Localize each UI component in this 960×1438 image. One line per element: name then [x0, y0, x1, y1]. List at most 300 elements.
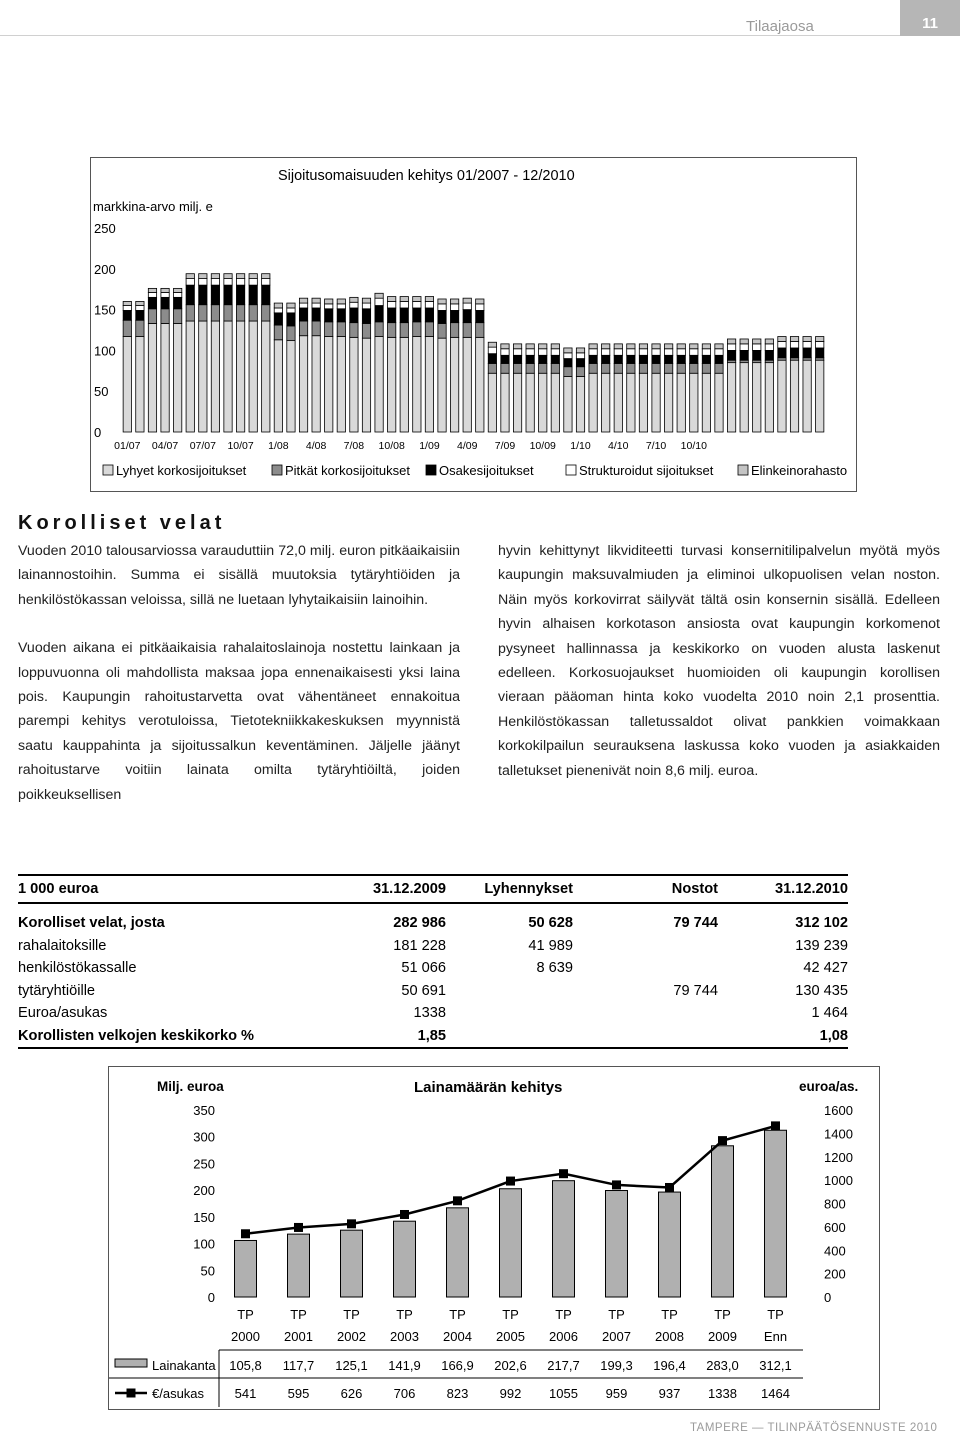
bar-segment: [778, 341, 786, 348]
x-tick-label: 2007: [602, 1329, 631, 1344]
bar-segment: [576, 348, 584, 353]
table-cell: Korollisten velkojen keskikorko %: [18, 1025, 298, 1049]
bar-segment: [639, 349, 647, 356]
bar-segment: [375, 306, 383, 322]
bar-segment: [325, 322, 333, 337]
bar-segment: [236, 274, 244, 279]
bar-segment: [627, 355, 635, 363]
data-label: 937: [658, 1386, 681, 1401]
bar-segment: [375, 337, 383, 432]
bar-segment: [664, 355, 672, 363]
legend-swatch: [272, 465, 282, 475]
bar-segment: [211, 274, 219, 279]
bar-segment: [337, 322, 345, 337]
bar-segment: [337, 304, 345, 309]
bar-segment: [388, 301, 396, 308]
bar-segment: [564, 353, 572, 359]
table-cell: [446, 1002, 573, 1025]
bar-segment: [262, 305, 270, 321]
bar-segment: [450, 299, 458, 304]
table-row: [18, 912, 848, 935]
bar-segment: [186, 285, 194, 305]
bar-segment: [362, 309, 370, 324]
bar-segment: [740, 363, 748, 432]
bar-segment: [526, 355, 534, 363]
bar-segment: [299, 336, 307, 432]
table-cell: henkilöstökassalle: [18, 960, 137, 977]
bar-segment: [639, 355, 647, 363]
bar-segment: [388, 323, 396, 338]
bar-segment: [551, 363, 559, 373]
x-tick-label: 2004: [443, 1329, 472, 1344]
y-tick-label: 300: [193, 1129, 215, 1145]
bar-segment: [299, 298, 307, 303]
chart-title: Sijoitusomaisuuden kehitys 01/2007 - 12/2010: [278, 168, 575, 184]
bar-segment: [224, 285, 232, 305]
table-header: Nostot: [573, 875, 718, 903]
bar-segment: [375, 322, 383, 337]
bar-segment: [161, 323, 169, 432]
loan-bar: [447, 1208, 469, 1297]
loan-bar: [712, 1146, 734, 1297]
legend-swatch: [738, 465, 748, 475]
table-cell: 8 639: [536, 960, 573, 977]
bar-segment: [438, 338, 446, 432]
bar-segment: [778, 360, 786, 432]
x-tick-label: 7/10: [645, 440, 667, 452]
bar-segment: [173, 288, 181, 292]
x-tick-label: 2006: [549, 1329, 578, 1344]
y-tick-label: 150: [193, 1209, 215, 1225]
bar-segment: [803, 360, 811, 432]
bar-segment: [790, 360, 798, 432]
y2-tick-label: 800: [824, 1196, 846, 1212]
legend-label: €/asukas: [152, 1386, 205, 1401]
bar-segment: [400, 308, 408, 323]
bar-segment: [564, 367, 572, 377]
x-tick-label: 4/09: [456, 440, 478, 452]
legend-label: Strukturoidut sijoitukset: [579, 463, 714, 478]
x-tick-label: 2005: [496, 1329, 525, 1344]
table-cell: [573, 1002, 718, 1025]
bar-segment: [564, 359, 572, 367]
bar-segment: [463, 303, 471, 310]
x-tick-label: TP: [608, 1307, 625, 1322]
y2-tick-label: 200: [824, 1266, 846, 1282]
legend-swatch: [566, 465, 576, 475]
bar-segment: [627, 373, 635, 432]
bar-segment: [589, 363, 597, 373]
bar-segment: [312, 303, 320, 308]
bar-segment: [602, 355, 610, 363]
x-tick-label: TP: [661, 1307, 678, 1322]
bar-segment: [199, 274, 207, 279]
bar-segment: [450, 337, 458, 432]
bar-segment: [513, 363, 521, 373]
bar-segment: [438, 323, 446, 338]
loan-bar: [500, 1189, 522, 1297]
bar-segment: [639, 363, 647, 373]
bar-segment: [753, 339, 761, 344]
bar-segment: [539, 349, 547, 356]
bar-segment: [639, 373, 647, 432]
bar-segment: [727, 350, 735, 360]
y2-tick-label: 1200: [824, 1149, 853, 1165]
per-capita-point: [665, 1183, 674, 1192]
bar-segment: [715, 344, 723, 349]
y2-tick-label: 0: [824, 1290, 832, 1305]
bar-segment: [211, 321, 219, 432]
bar-segment: [488, 342, 496, 347]
bar-segment: [614, 349, 622, 356]
bar-segment: [161, 288, 169, 292]
bar-segment: [413, 337, 421, 432]
data-label: 105,8: [229, 1358, 262, 1373]
bar-segment: [375, 293, 383, 298]
bar-segment: [803, 348, 811, 358]
loan-bar: [341, 1230, 363, 1297]
y-tick-label: 200: [193, 1183, 215, 1199]
bar-segment: [690, 344, 698, 349]
bar-segment: [325, 304, 333, 309]
per-capita-point: [771, 1121, 780, 1130]
bar-segment: [702, 349, 710, 356]
bar-segment: [388, 297, 396, 302]
bar-segment: [148, 323, 156, 432]
bar-segment: [526, 373, 534, 432]
bar-segment: [287, 308, 295, 313]
bar-segment: [576, 359, 584, 367]
bar-segment: [816, 348, 824, 358]
table-cell: [573, 935, 718, 958]
bar-segment: [501, 355, 509, 363]
bar-segment: [325, 309, 333, 322]
bar-segment: [488, 347, 496, 354]
bar-segment: [690, 349, 698, 356]
y-axis-label: Milj. euroa: [157, 1079, 224, 1094]
bar-segment: [173, 297, 181, 308]
paragraph: Vuoden aikana ei pitkäaikaisia rahalaitoslainoja nostettu lainkaan ja loppuvuonna oli mahdollista maksaa jopa ennenaikaisesti yksi laina pois. Kaupungin rahoitustarvetta ovat vähentäneet ennakoitua parempi kehitys verotuloissa, Tietotekniikkakeskuksen myynnistä saatu kauppahinta ja sijoitussalkun keventäminen. Jäljelle jäänyt rahoitustarve voitiin lainata omilta tytäryhtiöiltä, joiden poikkeuksellisen: [18, 640, 460, 803]
bar-segment: [627, 344, 635, 349]
bar-segment: [224, 274, 232, 279]
bar-segment: [816, 360, 824, 432]
bar-segment: [539, 373, 547, 432]
bar-segment: [161, 309, 169, 324]
table-row: [18, 1002, 848, 1025]
bar-segment: [677, 344, 685, 349]
bar-segment: [123, 301, 131, 305]
y-tick-label: 100: [94, 343, 116, 359]
footer-left: TAMPERE: [690, 1422, 749, 1434]
chart-title: Lainamäärän kehitys: [414, 1079, 563, 1096]
table-cell: 282 986: [393, 915, 446, 932]
bar-segment: [136, 337, 144, 432]
bar-segment: [614, 373, 622, 432]
bar-segment: [589, 355, 597, 363]
bar-segment: [715, 355, 723, 363]
bar-segment: [312, 298, 320, 303]
bar-segment: [652, 373, 660, 432]
legend-swatch: [103, 465, 113, 475]
bar-segment: [715, 349, 723, 356]
y-tick-label: 0: [207, 1290, 215, 1305]
data-label: 706: [393, 1386, 416, 1401]
table-cell: 181 228: [393, 937, 446, 954]
bar-segment: [816, 341, 824, 348]
bar-segment: [476, 337, 484, 432]
table-cell: 42 427: [803, 960, 848, 977]
bar-segment: [224, 321, 232, 432]
x-tick-label: TP: [237, 1307, 254, 1322]
x-tick-label: TP: [714, 1307, 731, 1322]
bar-segment: [262, 321, 270, 432]
bar-segment: [463, 298, 471, 303]
bar-segment: [249, 274, 257, 279]
bar-segment: [287, 341, 295, 432]
y2-axis-label: euroa/as.: [799, 1079, 859, 1094]
bar-segment: [765, 344, 773, 351]
bar-segment: [652, 344, 660, 349]
bar-segment: [488, 354, 496, 364]
header-rule: [0, 35, 900, 36]
page-header: [0, 0, 960, 36]
bar-segment: [702, 363, 710, 373]
data-label: 823: [446, 1386, 469, 1401]
loan-bar: [553, 1181, 575, 1297]
legend-swatch: [115, 1359, 147, 1367]
bar-segment: [249, 305, 257, 321]
bar-segment: [753, 363, 761, 432]
y2-tick-label: 600: [824, 1219, 846, 1235]
bar-segment: [740, 339, 748, 344]
x-tick-label: 2003: [390, 1329, 419, 1344]
bar-segment: [740, 350, 748, 360]
bar-segment: [765, 363, 773, 432]
bar-segment: [778, 348, 786, 358]
bar-segment: [388, 337, 396, 432]
paragraph: hyvin kehittynyt likviditeetti turvasi konsernitilipalvelun myötä myös kaupungin maksuvalmiuden ja eliminoi ulkopuolisen velan noston. Näin myös korkovirrat säilyvät tältä osin konsernin sisällä. Edelleen hyvin alhaisen korkotason ansiosta ovat kaupungin korkomenot pysyneet hallinnassa ja keskikorko on vuoden alusta laskenut edelleen. Korkosuojaukset huomioiden oli kaupungin korollisen vieraan pääoman hinta koko vuodelta 2010 noin 2,1 prosenttia. Henkilöstökassan talletussaldot olivat pankkien voimakkaan korkokilpailun seurauksena laskussa koko vuoden ja asiakkaiden talletukset pienenivät noin 8,6 milj. euroa.: [498, 543, 940, 779]
bar-segment: [790, 337, 798, 342]
bar-segment: [438, 304, 446, 311]
per-capita-point: [241, 1229, 250, 1238]
table-cell: 1338: [413, 1005, 446, 1022]
bar-segment: [199, 285, 207, 305]
table-cell: 50 691: [401, 982, 446, 999]
y-tick-label: 50: [200, 1263, 215, 1279]
bar-segment: [740, 344, 748, 351]
y-tick-label: 150: [94, 302, 116, 318]
bar-segment: [362, 303, 370, 309]
loan-bar: [235, 1240, 257, 1297]
bar-segment: [513, 344, 521, 349]
bar-segment: [375, 298, 383, 305]
bar-segment: [413, 297, 421, 302]
page-footer: [690, 1422, 937, 1434]
bar-segment: [450, 310, 458, 322]
legend-label: Lainakanta: [152, 1358, 216, 1373]
bar-segment: [790, 348, 798, 358]
x-tick-label: TP: [502, 1307, 519, 1322]
bar-segment: [614, 355, 622, 363]
bar-segment: [173, 309, 181, 324]
x-tick-label: 1/09: [419, 440, 440, 452]
data-label: 217,7: [547, 1358, 580, 1373]
bar-segment: [186, 321, 194, 432]
bar-segment: [312, 308, 320, 321]
bar-segment: [677, 355, 685, 363]
bar-segment: [652, 363, 660, 373]
bar-segment: [438, 310, 446, 323]
bar-segment: [274, 340, 282, 432]
bar-segment: [274, 325, 282, 340]
table-header-row: [18, 875, 848, 903]
bar-segment: [199, 321, 207, 432]
text-column-right: [498, 539, 940, 807]
bar-segment: [299, 308, 307, 321]
bar-segment: [816, 337, 824, 342]
bar-segment: [199, 305, 207, 321]
bar-segment: [576, 377, 584, 432]
bar-segment: [199, 279, 207, 286]
x-tick-label: 10/08: [378, 440, 405, 452]
table-cell: Euroa/asukas: [18, 1005, 108, 1022]
y-tick-label: 50: [94, 384, 109, 400]
bar-segment: [488, 363, 496, 373]
x-tick-label: 2000: [231, 1329, 260, 1344]
section-heading: Korolliset velat: [18, 512, 226, 534]
bar-segment: [501, 344, 509, 349]
bar-segment: [602, 344, 610, 349]
bar-segment: [249, 321, 257, 432]
data-label: 166,9: [441, 1358, 474, 1373]
bar-segment: [463, 323, 471, 338]
bar-segment: [337, 299, 345, 304]
data-label: 117,7: [282, 1358, 315, 1373]
y-tick-label: 350: [193, 1103, 215, 1118]
bar-segment: [539, 363, 547, 373]
x-tick-label: TP: [449, 1307, 466, 1322]
bar-segment: [337, 309, 345, 322]
investment-chart-svg: [91, 158, 856, 491]
bar-segment: [614, 344, 622, 349]
footer-dash: —: [751, 1422, 764, 1434]
bar-segment: [513, 349, 521, 356]
data-label: 959: [605, 1386, 628, 1401]
bar-segment: [350, 337, 358, 432]
x-tick-label: 10/10: [680, 440, 707, 452]
table-cell: 1,08: [718, 1025, 848, 1049]
y-tick-label: 0: [94, 425, 102, 440]
bar-segment: [148, 297, 156, 308]
bar-segment: [551, 349, 559, 356]
bar-segment: [287, 313, 295, 326]
legend-label: Lyhyet korkosijoitukset: [116, 463, 247, 478]
x-tick-label: 7/09: [494, 440, 516, 452]
bar-segment: [425, 337, 433, 432]
bar-segment: [262, 274, 270, 279]
table-header: 31.12.2010: [718, 875, 848, 903]
bar-segment: [388, 308, 396, 323]
bar-segment: [702, 355, 710, 363]
bar-segment: [173, 292, 181, 297]
bar-segment: [690, 373, 698, 432]
bar-segment: [778, 337, 786, 342]
bar-segment: [438, 299, 446, 304]
data-label: 1055: [549, 1386, 578, 1401]
bar-segment: [123, 306, 131, 311]
bar-segment: [753, 350, 761, 360]
x-tick-label: 4/08: [305, 440, 327, 452]
bar-segment: [236, 279, 244, 286]
per-capita-point: [347, 1219, 356, 1228]
bar-segment: [513, 355, 521, 363]
y-tick-label: 100: [193, 1236, 215, 1252]
bar-segment: [727, 363, 735, 432]
bar-segment: [639, 344, 647, 349]
bar-segment: [425, 297, 433, 302]
data-label: 199,3: [600, 1358, 633, 1373]
bar-segment: [677, 349, 685, 356]
bar-segment: [476, 299, 484, 304]
bar-segment: [148, 309, 156, 324]
x-tick-label: 1/10: [570, 440, 591, 452]
legend-label: Osakesijoitukset: [439, 463, 534, 478]
y2-tick-label: 1600: [824, 1103, 853, 1118]
table-cell: 1 464: [811, 1005, 848, 1022]
per-capita-point: [612, 1180, 621, 1189]
x-tick-label: TP: [290, 1307, 307, 1322]
y2-tick-label: 1400: [824, 1126, 853, 1142]
bar-segment: [186, 274, 194, 279]
bar-segment: [664, 363, 672, 373]
bar-segment: [476, 310, 484, 322]
data-label: 312,1: [759, 1358, 792, 1373]
table-cell: 50 628: [528, 915, 573, 932]
data-label: 541: [234, 1386, 257, 1401]
bar-segment: [236, 305, 244, 321]
data-label: 1464: [761, 1386, 790, 1401]
bar-segment: [727, 344, 735, 351]
per-capita-point: [400, 1210, 409, 1219]
x-tick-label: 2001: [284, 1329, 313, 1344]
bar-segment: [350, 323, 358, 338]
bar-segment: [803, 341, 811, 348]
bar-segment: [602, 349, 610, 356]
y-axis-label: markkina-arvo milj. e: [93, 199, 213, 214]
footer-right: TILINPÄÄTÖSENNUSTE 2010: [767, 1422, 938, 1434]
legend-swatch: [426, 465, 436, 475]
bar-segment: [148, 292, 156, 297]
bar-segment: [576, 353, 584, 359]
bar-segment: [312, 321, 320, 336]
table-cell: 41 989: [528, 937, 573, 954]
bar-segment: [400, 297, 408, 302]
bar-segment: [614, 363, 622, 373]
y-tick-label: 250: [193, 1156, 215, 1172]
x-tick-label: 4/10: [608, 440, 629, 452]
loan-bar: [606, 1191, 628, 1297]
bar-segment: [450, 304, 458, 311]
bar-segment: [425, 322, 433, 337]
bar-segment: [602, 363, 610, 373]
bar-segment: [236, 285, 244, 305]
bar-segment: [664, 349, 672, 356]
x-tick-label: 1/08: [268, 440, 289, 452]
bar-segment: [350, 302, 358, 308]
table-cell: 51 066: [401, 960, 446, 977]
bar-segment: [488, 373, 496, 432]
bar-segment: [526, 349, 534, 356]
